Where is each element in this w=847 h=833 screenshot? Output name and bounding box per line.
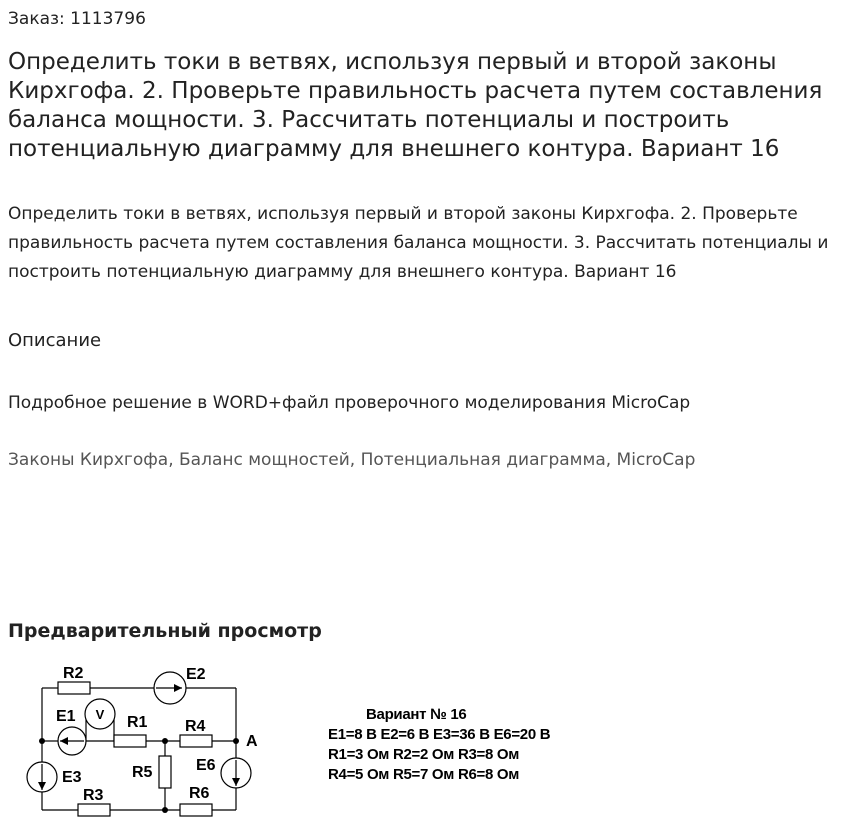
voltmeter-label: V: [95, 707, 105, 722]
resistor-r5: [159, 756, 171, 788]
circuit-schematic: [20, 660, 270, 825]
resistor-r2: [58, 682, 90, 694]
order-number: Заказ: 1113796: [8, 9, 146, 29]
source-e3: [27, 762, 57, 792]
source-e2: [154, 672, 186, 704]
label-e6: E6: [196, 757, 216, 774]
tag-separator: ,: [349, 450, 361, 470]
tag-separator: ,: [168, 450, 179, 470]
preview-title: Предварительный просмотр: [8, 620, 322, 642]
source-e6: [221, 758, 251, 788]
task-description: Определить токи в ветвях, используя первый и второй законы Кирхгофа. 2. Проверьте правильность расчета путем составления баланса мощности. 3. Рассчитать потенциалы и построить потенциальную диаграмму для внешнего контура. Вариант 16: [8, 204, 829, 282]
label-e2: E2: [186, 666, 206, 683]
variant-resistances-1: R1=3 Ом R2=2 Ом R3=8 Ом: [328, 746, 520, 763]
tag-separator: ,: [605, 450, 617, 470]
description-section-label: Описание: [8, 330, 102, 351]
label-r4: R4: [185, 718, 206, 735]
label-e3: E3: [62, 769, 82, 786]
label-r2: R2: [63, 665, 84, 682]
variant-resistances-2: R4=5 Ом R5=7 Ом R6=8 Ом: [328, 766, 520, 783]
page-title: Определить токи в ветвях, используя первый и второй законы Кирхгофа. 2. Проверьте правильность расчета путем составления баланса мощности. 3. Рассчитать потенциалы и построить потенциальную диаграмму для внешнего контура. Вариант 16: [8, 49, 823, 162]
source-e1: [58, 727, 86, 755]
resistor-r1: [114, 735, 146, 747]
tag-list: [8, 450, 695, 470]
variant-emf-values: E1=8 В E2=6 В E3=36 В E6=20 В: [328, 726, 551, 743]
solution-detail: Подробное решение в WORD+файл проверочного моделирования MicroCap: [8, 393, 691, 413]
node-a: [233, 738, 239, 744]
label-r1: R1: [127, 714, 148, 731]
variant-heading: Вариант № 16: [366, 706, 467, 723]
tag-potential-diagram[interactable]: Потенциальная диаграмма: [360, 450, 606, 470]
label-r5: R5: [132, 764, 153, 781]
tag-power-balance[interactable]: Баланс мощностей: [179, 450, 350, 470]
label-a: A: [246, 733, 258, 750]
node-middle: [162, 738, 168, 744]
label-r3: R3: [83, 787, 104, 804]
resistor-r3: [78, 804, 110, 816]
node-bottom: [162, 807, 168, 813]
resistor-r6: [180, 804, 212, 816]
label-e1: E1: [56, 708, 76, 725]
variant-parameters: [328, 705, 550, 785]
node-left: [39, 738, 45, 744]
tag-kirchhoff[interactable]: Законы Кирхгофа: [8, 450, 169, 470]
label-r6: R6: [189, 785, 210, 802]
resistor-r4: [180, 735, 212, 747]
tag-microcap[interactable]: MicroCap: [616, 450, 696, 470]
voltmeter-icon: [85, 699, 115, 729]
